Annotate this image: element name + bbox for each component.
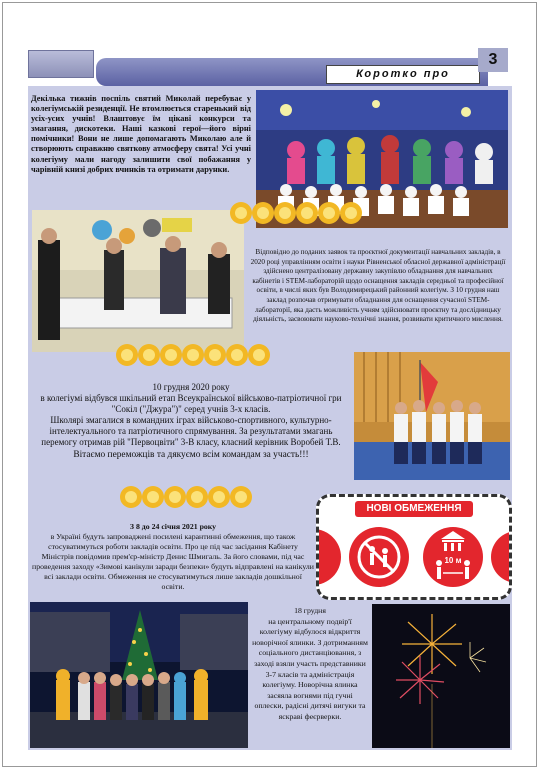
christmas-tree-text [252, 606, 368, 723]
header-left-block [28, 50, 94, 78]
bee-decoration-row-2 [114, 342, 268, 368]
sokil-game-text [32, 382, 350, 461]
st-nicholas-text [31, 94, 251, 175]
page-number: 3 [478, 48, 508, 72]
photo-sokil-game [354, 352, 510, 480]
st-nicholas-paragraph: Декілька тижнів поспіль святий Миколай перебуває у колегіумській резиденції. Не втомлюється старенький від усіх-усих учнів! Влаштовує їм цікаві конкурси та змагання, дискотеки. Наші казкові герої—його вірні помічники! Вони не лише допомагають Миколаю але й створюють справжню святкову атмосферу свята! Усі учні колегіуму мали нагоду залишити свої побажання у чарівній книзі добрих вчинків та отримати дарунки. [31, 94, 251, 174]
stem-equipment-text [250, 248, 506, 325]
new-restrictions-title: НОВІ ОБМЕЖЕННЯ [355, 501, 473, 517]
sokil-date: 10 грудня 2020 року [152, 382, 230, 392]
bee-decoration-row-1 [228, 200, 360, 226]
sokil-line-1: в колегіумі відбувся шкільний етап Всеукраїнської військово-патріотичної гри "Сокіл ("Джура")" серед учнів 3-х класів. [40, 393, 342, 414]
bee-decoration-row-3 [118, 484, 250, 510]
quarantine-text [32, 522, 314, 592]
new-restrictions-box [316, 494, 512, 600]
stem-equipment-paragraph: Відповідно до поданих заявок та проєктної документації навчальних закладів, в 2020 році управлінням освіти і науки Рівненської обласної державної адміністрації здійснено централізовану державну закупівлю обладнання для навчальних кабінетів і STEM-лабораторій щодо оснащення закладів середньої та професійної освіти, в числі яких був Володимирецький районний колегіум. З 10 грудня наш заклад розпочав отримувати обладнання для оснащення сучасної STEM-лабораторії, яка дасть можливість учням здійснювати проєктну та дослідницьку діяльність, засвоювати науково-технічні знання, розвивати критичного мислення. [250, 248, 506, 324]
quarantine-date: З 8 до 24 січня 2021 року [129, 522, 217, 531]
photo-christmas-tree-group [30, 602, 248, 748]
section-title: Коротко про [326, 65, 480, 84]
quarantine-paragraph: в Україні будуть запроваджені посилені карантинні обмеження, що також стосуватимуться роботи закладів освіти. Про це під час засідання Кабінету Міністрів повідомив прем'єр-міністр Денис Шмигаль. За його словами, під час проведення заходу «Зимові канікули заради безпеки» будуть відправлені на канікули всі заклади освіти. Обмеження не стосуватимуться лише закладів дошкільної освіти. [32, 532, 314, 591]
photo-stem-lab [32, 210, 244, 352]
sokil-line-2: Школярі змагалися в командних іграх військово-спортивного, культурно-інтелектуального та патріотичного спрямування. За результатами змагань перемогу отримав рій "Первоцвіти" 3-В класу, класний керівник Воробей Т.В. [41, 415, 341, 447]
sokil-line-3: Вітаємо переможців та дякуємо всім командам за участь!!! [73, 450, 309, 460]
distance-label: 10 м [444, 556, 462, 565]
photo-fireworks [372, 604, 510, 748]
christmas-tree-date: 18 грудня [294, 606, 326, 615]
restriction-icons [319, 517, 509, 597]
christmas-tree-paragraph: на центральному подвір'ї колегіуму відбулося відкриття новорічної ялинки. З дотриманням соціального дистанціювання, з заході взяли участь представники 3-7 класів та адміністрація колегіуму. Новорічна ялинка засяяла вогнями під гучні оплески, радісні дитячі вигуки та яскраві феєрверки. [252, 616, 368, 721]
